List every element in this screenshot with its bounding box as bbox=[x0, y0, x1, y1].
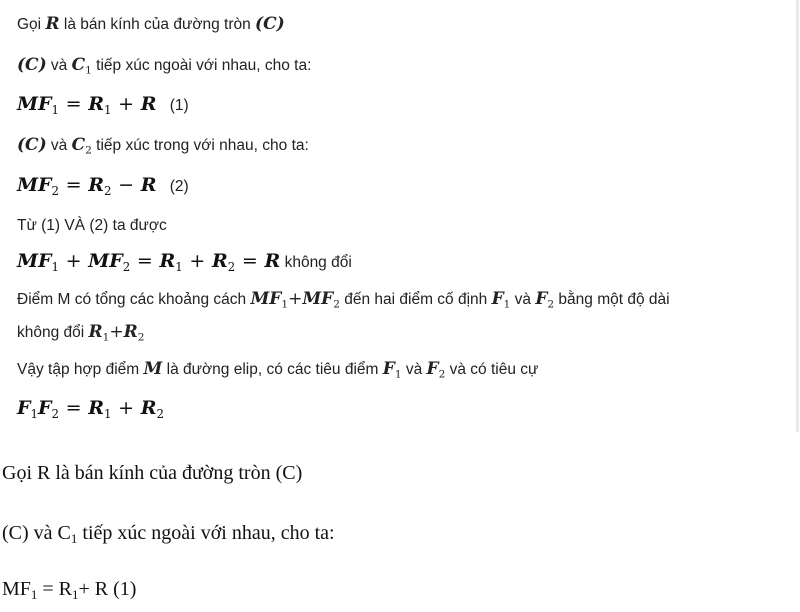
plain-line-define-radius: Gọi R là bán kính của đường tròn (C) bbox=[2, 462, 303, 484]
plain-line-external-tangent: (C) và $C_1$ tiếp xúc ngoài với nhau, cho ta: bbox=[2, 522, 335, 546]
line-point-m-sum: Điểm M có tổng các khoảng cách $MF_1+MF_2$ đến hai điểm cố định $F_1$ và $F_2$ bằng một độ dài bbox=[17, 289, 670, 311]
equation-label-2: (2) bbox=[169, 178, 189, 195]
line-from-1-and-2: Từ (1) VÀ (2) ta được bbox=[17, 217, 167, 234]
line-external-tangent: (C) và $C_1$ tiếp xúc ngoài với nhau, cho ta: bbox=[17, 55, 312, 77]
equation-label-1: (1) bbox=[169, 97, 189, 114]
line-define-radius: Gọi R là bán kính của đường tròn (C) bbox=[17, 14, 285, 34]
math-r: R bbox=[45, 14, 60, 34]
equation-focal-distance: $F_1F_2 = R_1 + R_2$ bbox=[17, 397, 164, 422]
math-c: (C) bbox=[255, 14, 285, 34]
equation-sum: $MF_1 + MF_2 = R_1 + R_2 = R$ không đổi bbox=[17, 250, 352, 275]
equation-2: $MF_2 = R_2 - R$ (2) bbox=[17, 174, 189, 199]
plain-text-section bbox=[0, 432, 800, 612]
line-internal-tangent: (C) và $C_2$ tiếp xúc trong với nhau, cho ta: bbox=[17, 135, 309, 157]
line-ellipse-conclusion: Vậy tập hợp điểm M là đường elip, có các tiêu điểm $F_1$ và $F_2$ và có tiêu cự bbox=[17, 359, 539, 381]
line-constant-length: không đổi $R_1+R_2$ bbox=[17, 322, 145, 344]
equation-1: $MF_1 = R_1 + R$ (1) bbox=[17, 93, 189, 118]
plain-equation-1: $MF_1 = R_1+ R$ (1) bbox=[2, 578, 137, 602]
